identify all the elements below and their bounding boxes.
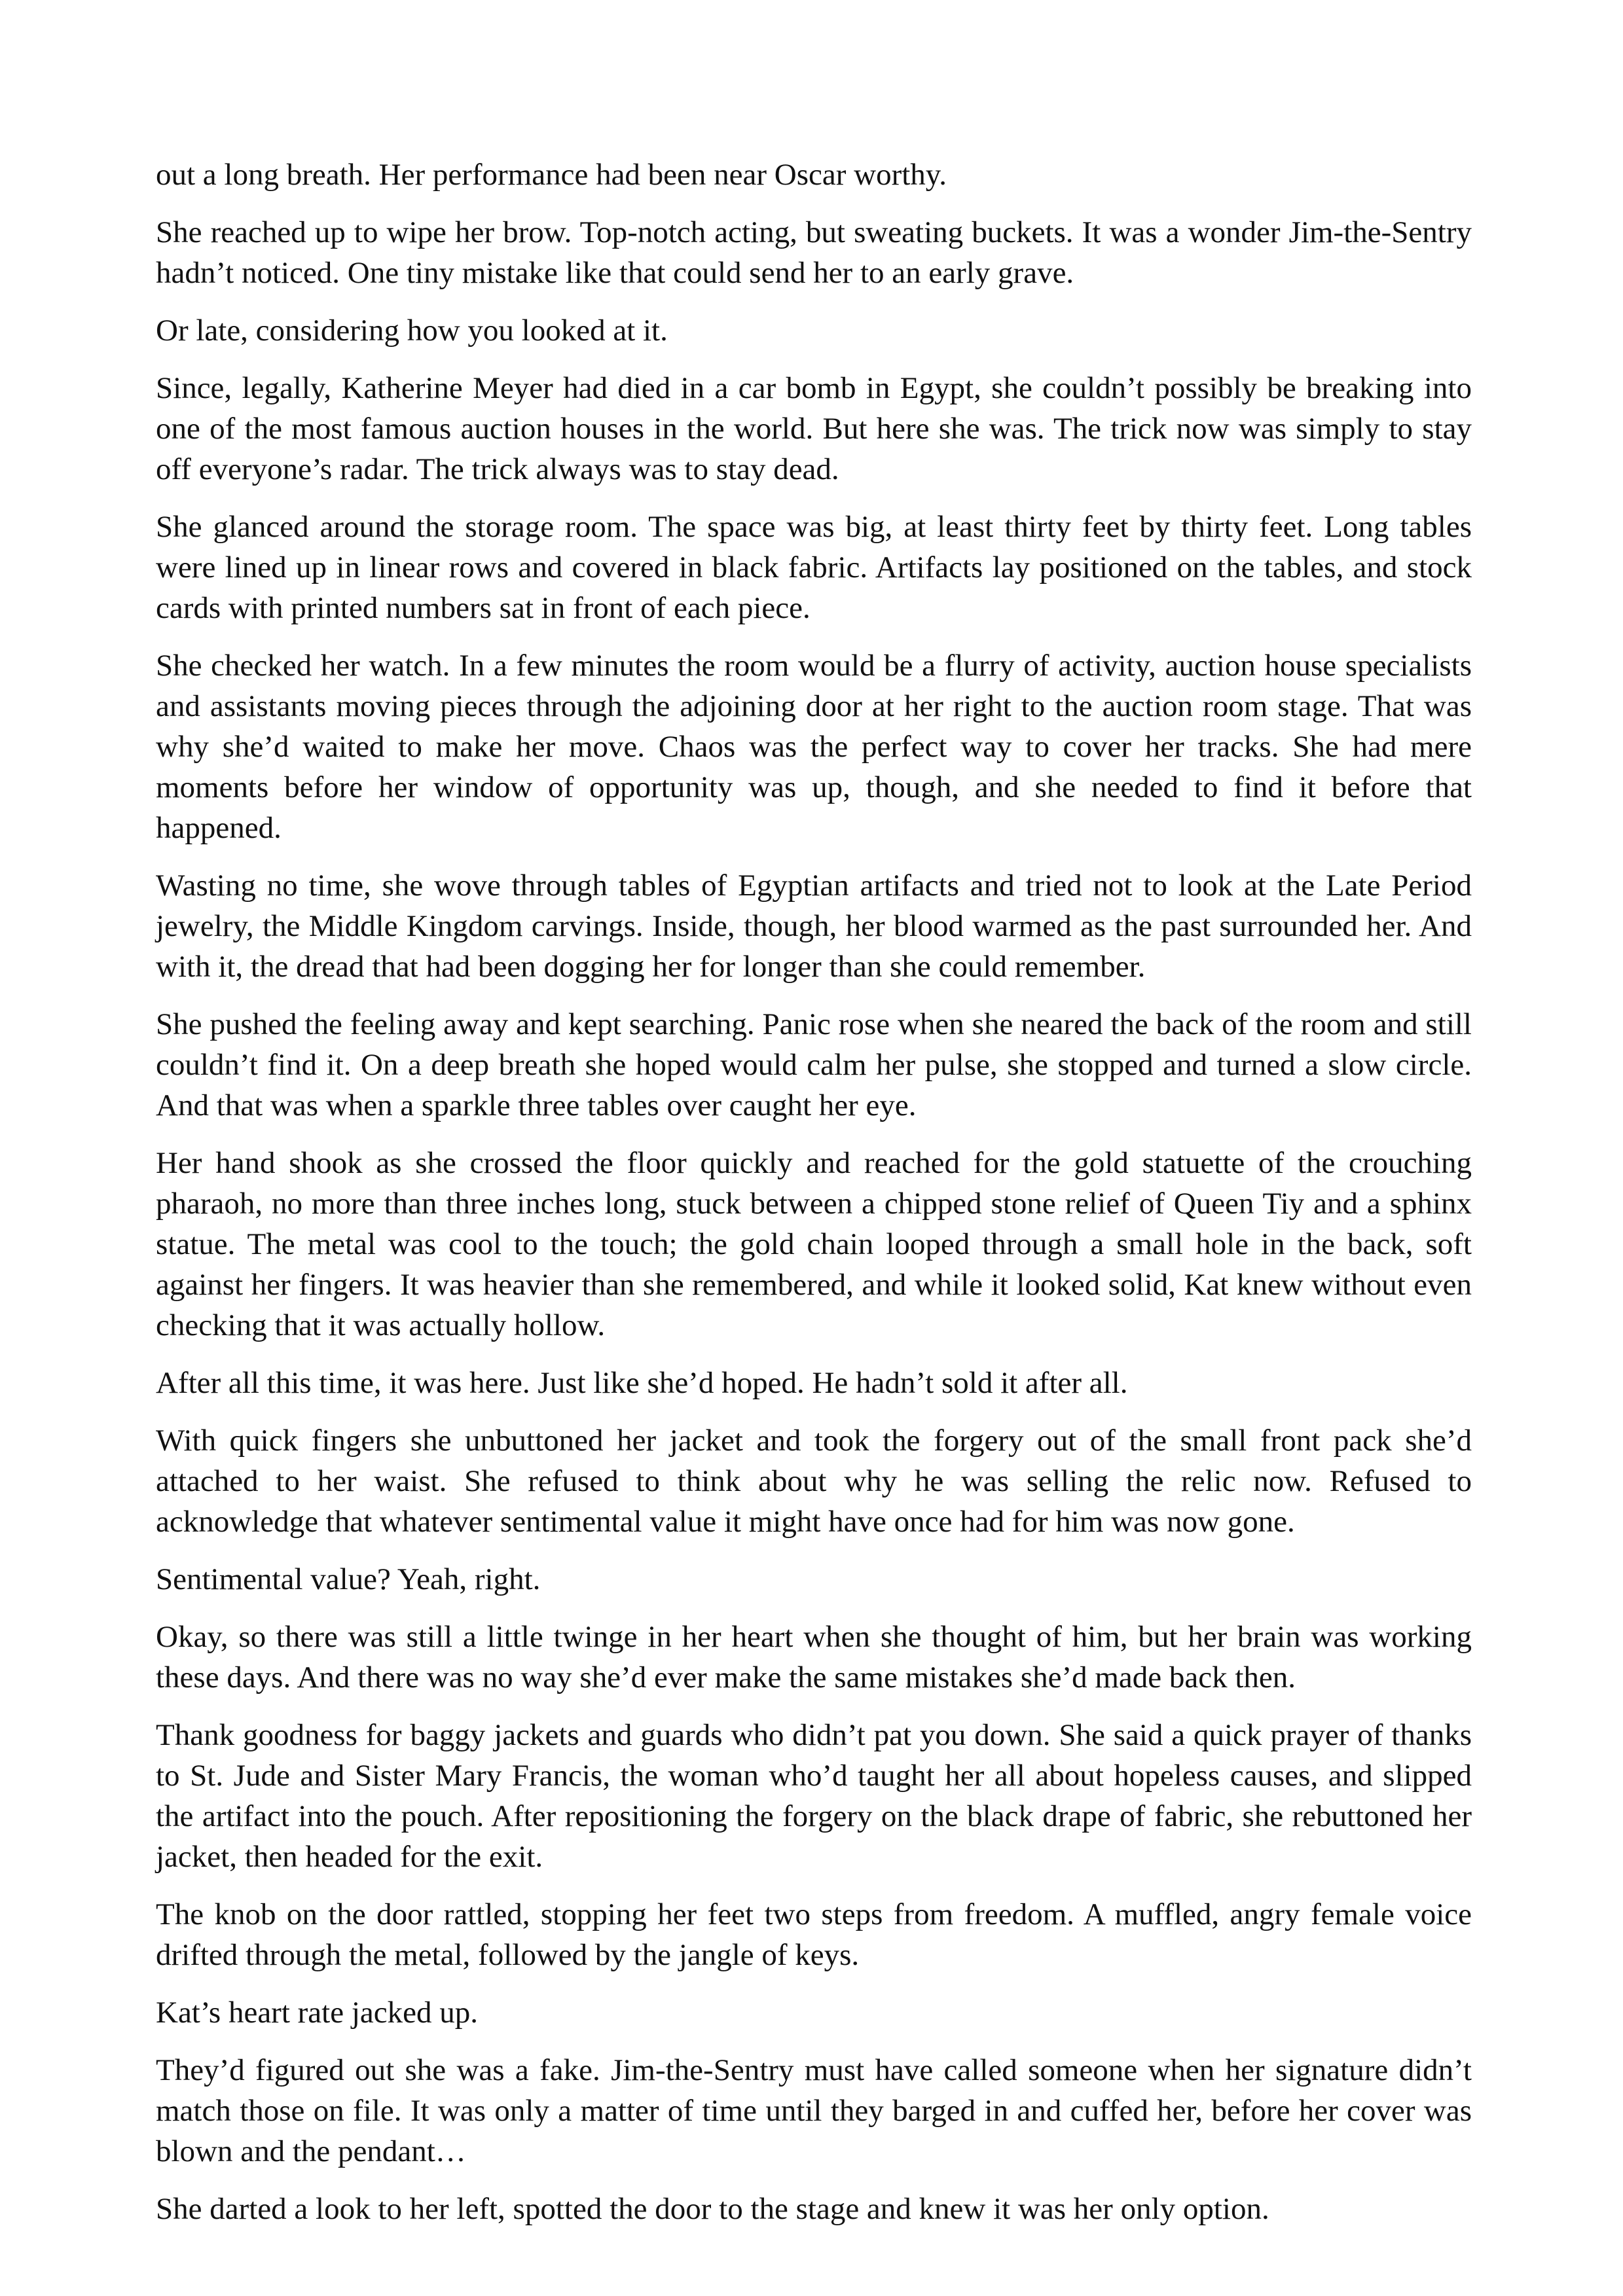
paragraph-13: Okay, so there was still a little twinge in her heart when she thought of him, but her brain was working these days. And there was no way she’d ever make the same mistakes she’d made back then. bbox=[156, 1620, 1472, 1695]
paragraph-2: She reached up to wipe her brow. Top-notch acting, but sweating buckets. It was a wonder Jim-the-Sentry hadn’t noticed. One tiny mistake like that could send her to an early grave. bbox=[156, 215, 1472, 290]
paragraph-7: Wasting no time, she wove through tables of Egyptian artifacts and tried not to look at the Late Period jewelry, the Middle Kingdom carvings. Inside, though, her blood warmed as the past surrounded her. And with it, the dread that had been dogging her for longer than she could remember. bbox=[156, 869, 1472, 984]
paragraph-18: She darted a look to her left, spotted the door to the stage and knew it was her only option. bbox=[156, 2192, 1269, 2226]
paragraph-3: Or late, considering how you looked at it. bbox=[156, 314, 668, 348]
paragraph-5: She glanced around the storage room. The space was big, at least thirty feet by thirty feet. Long tables were lined up in linear rows and covered in black fabric. Artifacts lay positioned on the tables, and stock cards with printed numbers sat in front of each piece. bbox=[156, 510, 1472, 625]
paragraph-10: After all this time, it was here. Just like she’d hoped. He hadn’t sold it after all. bbox=[156, 1366, 1128, 1400]
paragraph-12: Sentimental value? Yeah, right. bbox=[156, 1562, 541, 1596]
paragraph-16: Kat’s heart rate jacked up. bbox=[156, 1996, 478, 2030]
paragraph-11: With quick fingers she unbuttoned her jacket and took the forgery out of the small front pack she’d attached to her waist. She refused to think about why he was selling the relic now. Refused to acknowledge that whatever sentimental value it might have once had for him was now gone. bbox=[156, 1424, 1472, 1539]
paragraph-14: Thank goodness for baggy jackets and guards who didn’t pat you down. She said a quick prayer of thanks to St. Jude and Sister Mary Francis, the woman who’d taught her all about hopeless causes, and slipped the artifact into the pouch. After repositioning the forgery on the black drape of fabric, she rebuttoned her jacket, then headed for the exit. bbox=[156, 1718, 1472, 1874]
paragraph-4: Since, legally, Katherine Meyer had died in a car bomb in Egypt, she couldn’t possibly be breaking into one of the most famous auction houses in the world. But here she was. The trick now was simply to stay off everyone’s radar. The trick always was to stay dead. bbox=[156, 371, 1472, 486]
paragraph-17: They’d figured out she was a fake. Jim-the-Sentry must have called someone when her signature didn’t match those on file. It was only a matter of time until they barged in and cuffed her, before her cover was blown and the pendant… bbox=[156, 2053, 1472, 2168]
paragraph-15: The knob on the door rattled, stopping her feet two steps from freedom. A muffled, angry female voice drifted through the metal, followed by the jangle of keys. bbox=[156, 1897, 1472, 1972]
paragraph-8: She pushed the feeling away and kept searching. Panic rose when she neared the back of the room and still couldn’t find it. On a deep breath she hoped would calm her pulse, she stopped and turned a slow circle. And that was when a sparkle three tables over caught her eye. bbox=[156, 1007, 1472, 1122]
paragraph-6: She checked her watch. In a few minutes the room would be a flurry of activity, auction house specialists and assistants moving pieces through the adjoining door at her right to the auction room stage. That was why she’d waited to make her move. Chaos was the perfect way to cover her tracks. She had mere moments before her window of opportunity was up, though, and she needed to find it before that happened. bbox=[156, 649, 1472, 845]
paragraph-1: out a long breath. Her performance had been near Oscar worthy. bbox=[156, 158, 947, 192]
paragraph-9: Her hand shook as she crossed the floor quickly and reached for the gold statuette of the crouching pharaoh, no more than three inches long, stuck between a chipped stone relief of Queen Tiy and a sphinx statue. The metal was cool to the touch; the gold chain looped through a small hole in the back, soft against her fingers. It was heavier than she remembered, and while it looked solid, Kat knew without even checking that it was actually hollow. bbox=[156, 1146, 1472, 1342]
body-text bbox=[156, 154, 1472, 2246]
